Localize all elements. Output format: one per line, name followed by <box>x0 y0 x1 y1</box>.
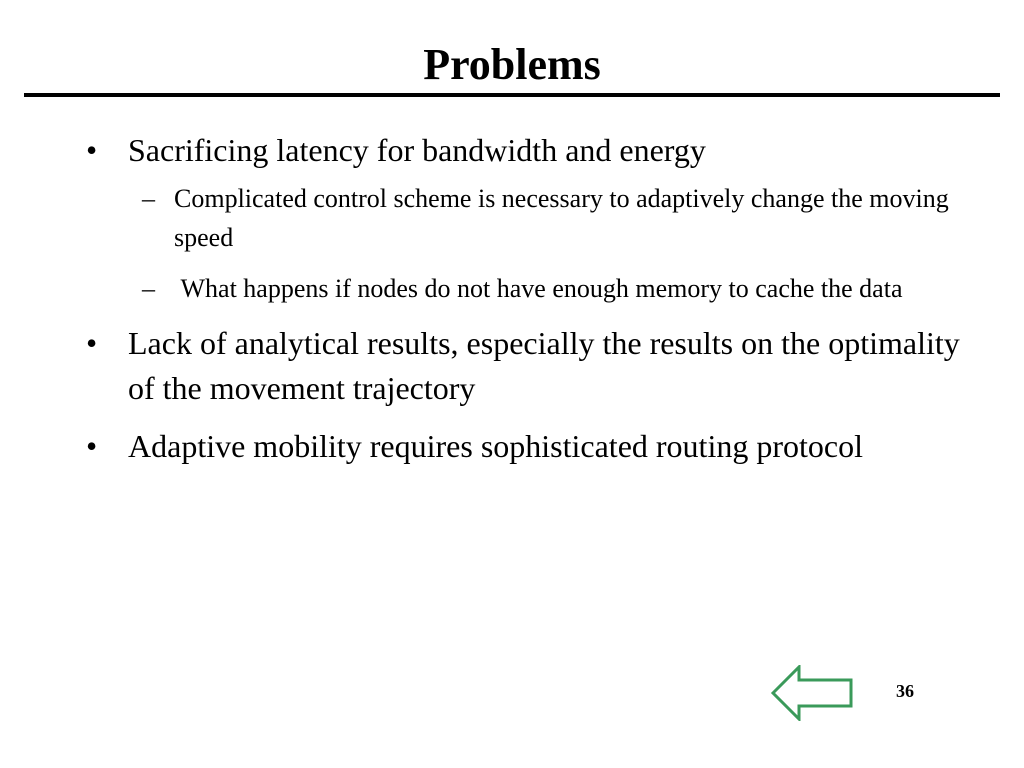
bullet-marker: • <box>86 428 98 464</box>
title-divider <box>24 93 1000 97</box>
bullet-text: Adaptive mobility requires sophisticated routing protocol <box>128 428 863 464</box>
bullet-item <box>86 321 986 411</box>
bullet-text: Sacrificing latency for bandwidth and energy <box>128 132 706 168</box>
sub-bullet-text: Complicated control scheme is necessary to adaptively change the moving speed <box>174 184 949 252</box>
bullet-text: Lack of analytical results, especially the results on the optimality of the movement trajectory <box>128 325 960 406</box>
bullet-marker: • <box>86 132 98 168</box>
bullet-item <box>86 128 986 308</box>
dash-marker: – <box>142 274 155 303</box>
bullet-list <box>86 128 986 482</box>
dash-marker: – <box>142 184 155 213</box>
sub-bullet-list <box>128 179 986 308</box>
sub-bullet-text: What happens if nodes do not have enough memory to cache the data <box>174 274 903 303</box>
page-number: 36 <box>896 681 914 701</box>
slide-title: Problems <box>423 40 601 89</box>
left-arrow-icon <box>770 665 854 721</box>
bullet-item <box>86 424 986 469</box>
bullet-marker: • <box>86 325 98 361</box>
back-arrow-button[interactable] <box>770 665 854 721</box>
sub-bullet-item <box>128 269 986 308</box>
sub-bullet-item <box>128 179 986 257</box>
